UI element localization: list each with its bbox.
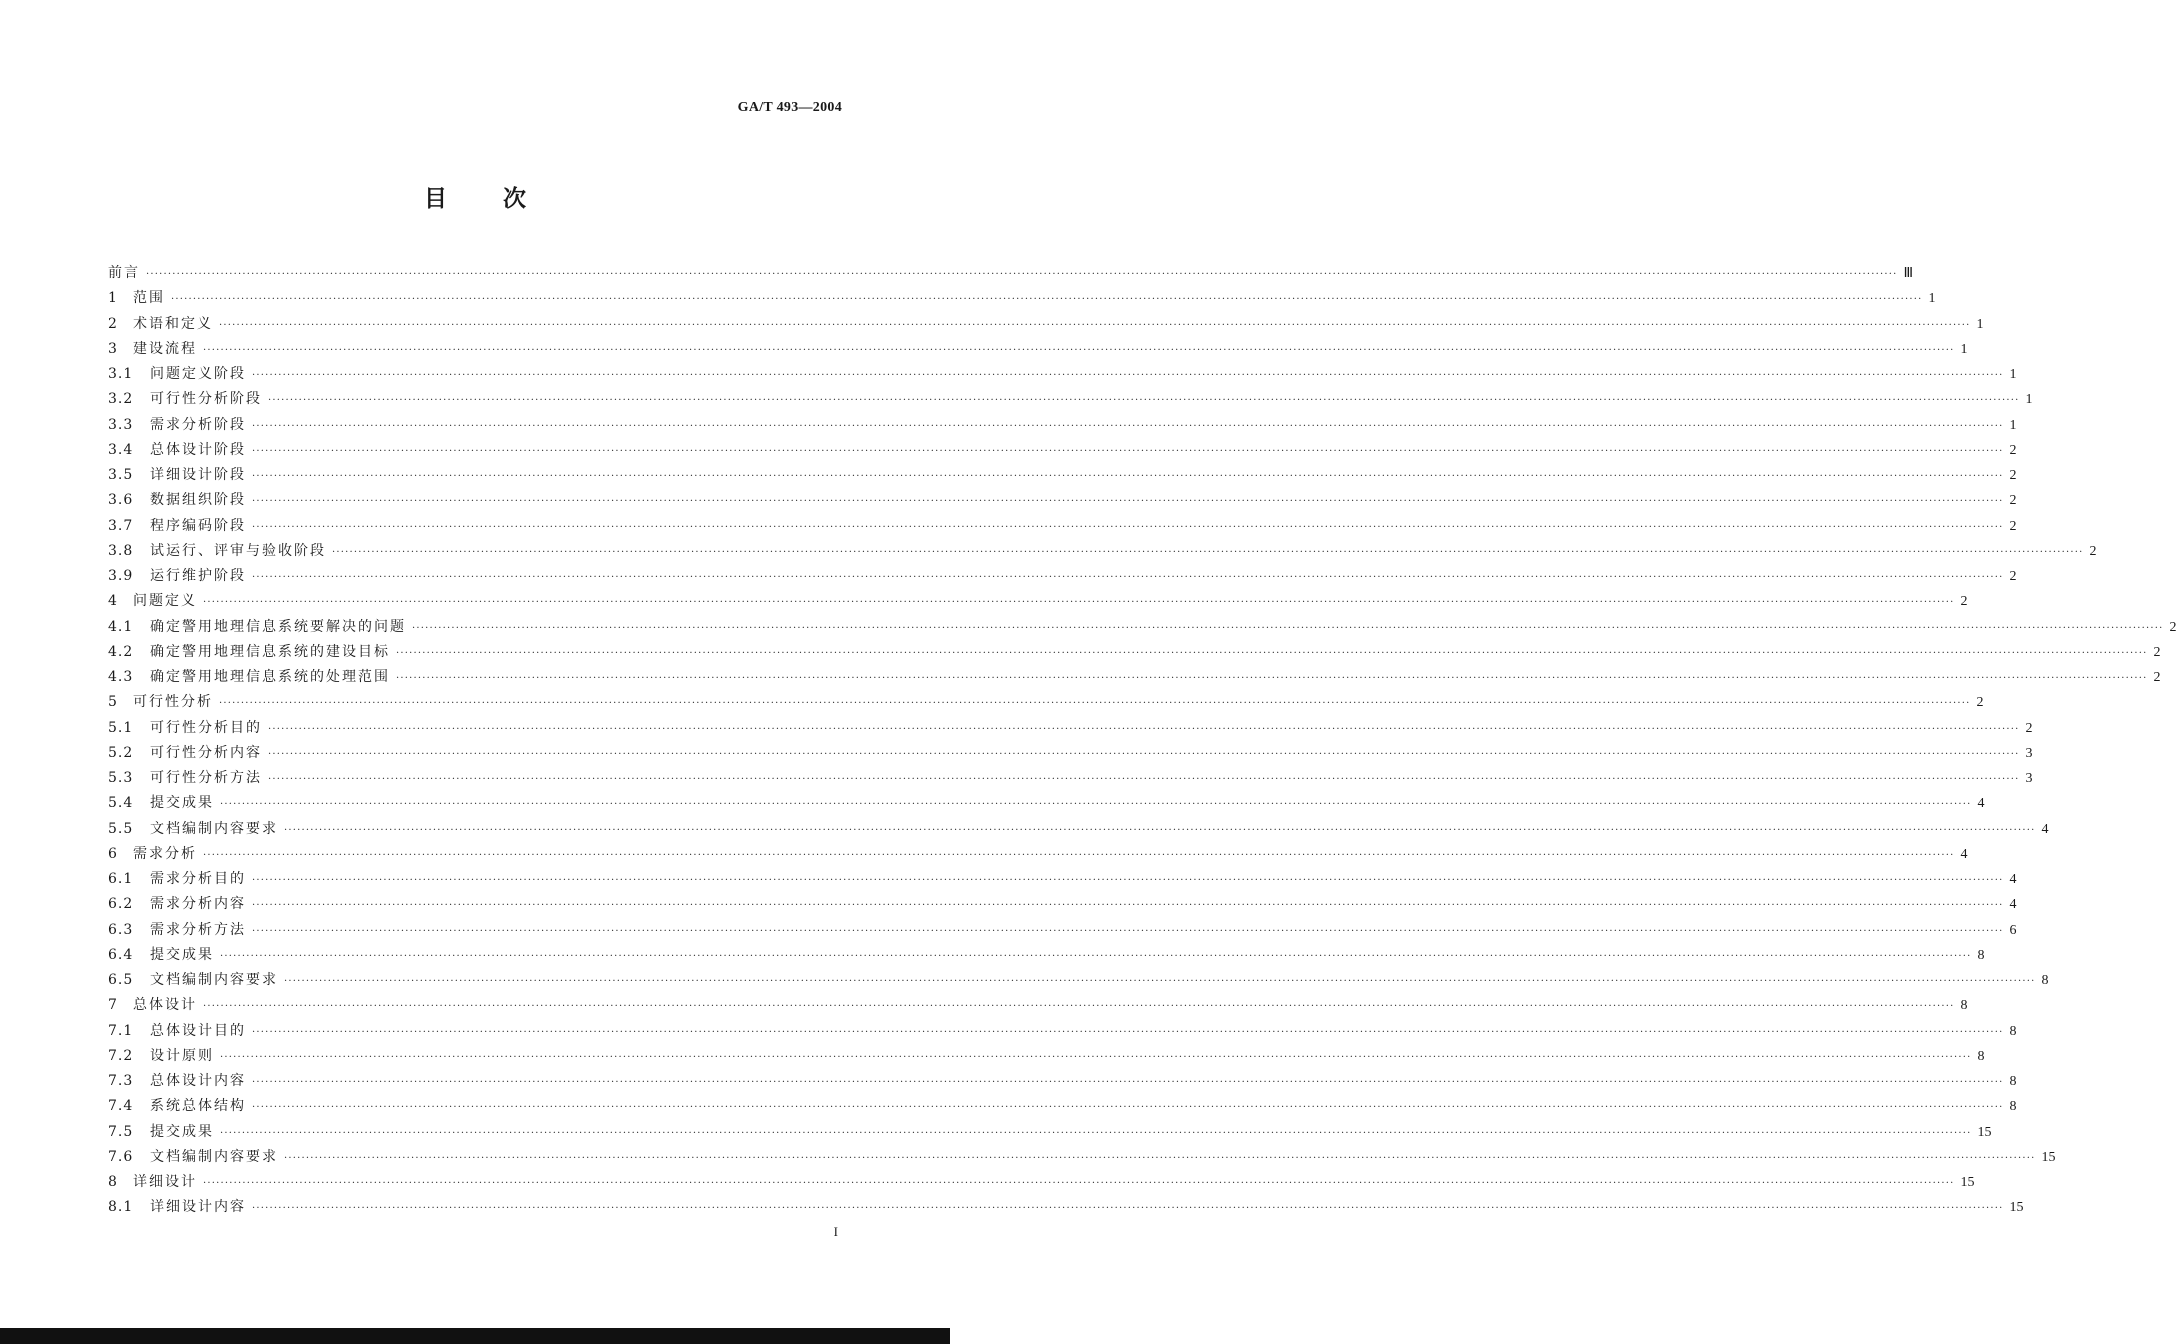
toc-entry[interactable] [108,362,2017,387]
toc-entry[interactable] [108,1094,2017,1119]
toc-entry[interactable] [108,1195,2024,1220]
toc-entry[interactable] [108,564,2017,589]
toc-entry-number: 3 [108,340,118,357]
toc-entry-page: 2 [2009,468,2017,483]
toc-entry[interactable] [108,312,1984,337]
toc-entry-page: 1 [1976,316,1984,332]
toc-entry-number: 6.1 [108,871,134,887]
toc-entry[interactable] [108,1145,2056,1170]
toc-entry-number: 8.1 [108,1199,134,1216]
toc-entry-number: 7.4 [108,1098,134,1115]
toc-dot-leader: ················································································································································································································································································································································································································ [252,925,2004,937]
toc-entry-page: 1 [1928,291,1936,307]
toc-entry-label: 提交成果 [150,1123,214,1140]
toc-entry-page: 8 [1960,998,1968,1014]
toc-entry[interactable] [108,286,1936,311]
toc-dot-leader: ················································································································································································································································································································································································································ [203,1178,1955,1189]
toc-entry-label: 文档编制内容要求 [150,1148,278,1165]
toc-entry-number: 3.3 [108,416,134,433]
toc-entry-label: 确定警用地理信息系统的建设目标 [150,643,390,660]
toc-entry-label: 数据组织阶段 [150,492,246,509]
toc-entry-number: 2 [108,315,118,332]
toc-entry-label: 详细设计内容 [150,1199,246,1216]
toc-entry-label: 术语和定义 [133,315,213,332]
toc-entry-label: 系统总体结构 [150,1098,246,1115]
toc-entry[interactable] [108,665,2161,690]
toc-entry[interactable] [108,589,1968,614]
toc-entry-label: 详细设计阶段 [150,467,246,483]
toc-dot-leader: ················································································································································································································································································································································································································ [220,1051,1972,1063]
toc-entry[interactable] [108,463,2017,488]
toc-entry-number: 7.6 [108,1148,134,1165]
toc-entry-number: 3.6 [108,492,134,509]
toc-dot-leader: ················································································································································································································································································································································································································ [284,824,2036,836]
toc-dot-leader: ················································································································································································································································································································································································································ [252,1203,2004,1215]
toc-entry-page: 1 [2025,392,2033,408]
toc-entry[interactable] [108,867,2017,892]
toc-entry-label: 总体设计 [133,997,197,1014]
toc-entry-label: 运行维护阶段 [150,568,246,584]
toc-entry-page: 2 [1960,594,1968,610]
toc-entry-number: 4.1 [108,618,134,635]
toc-dot-leader: ················································································································································································································································································································································································································ [332,546,2084,558]
toc-entry-label: 文档编制内容要求 [150,820,278,837]
toc-entry[interactable] [108,261,1914,286]
toc-entry-label: 总体设计内容 [150,1073,246,1089]
toc-entry[interactable] [108,817,2049,842]
toc-entry-label: 程序编码阶段 [150,517,246,534]
toc-entry[interactable] [108,539,2097,564]
toc-entry-label: 需求分析方法 [150,921,246,938]
toc-entry-label: 可行性分析 [133,694,213,711]
toc-entry-page: 2 [2009,518,2017,534]
toc-entry-number: 6.5 [108,972,134,988]
toc-dot-leader: ················································································································································································································································································································································································································ [396,647,2148,659]
toc-entry-label: 可行性分析方法 [150,770,262,786]
toc-entry[interactable] [108,766,2033,791]
toc-entry[interactable] [108,1069,2017,1094]
toc-dot-leader: ················································································································································································································································································································································································································ [219,319,1971,331]
toc-entry-page: 4 [2041,821,2049,837]
toc-entry-page: 15 [1977,1124,1992,1140]
toc-entry-page: 4 [1960,846,1968,862]
toc-dot-leader: ················································································································································································································································································································································································································ [203,1001,1955,1013]
toc-dot-leader: ················································································································································································································································································································································································································ [396,673,2148,684]
toc-entry-page: 15 [2009,1200,2024,1216]
toc-entry[interactable] [108,1170,1975,1195]
toc-dot-leader: ················································································································································································································································································································································································································ [220,1127,1972,1139]
toc-entry-number: 3.4 [108,441,134,458]
toc-entry-page: 15 [1960,1175,1975,1190]
toc-entry-number: 7.5 [108,1123,134,1140]
toc-dot-leader: ················································································································································································································································································································································································································ [252,1026,2004,1038]
toc-entry[interactable] [108,842,1968,867]
toc-entry-number: 6 [108,845,118,862]
toc-entry[interactable] [108,387,2033,412]
toc-entry-label: 需求分析 [133,845,197,862]
standard-code: GA/T 493—2004 [737,100,842,115]
toc-entry[interactable] [108,1120,1992,1145]
toc-entry-label: 问题定义阶段 [150,366,246,382]
toc-entry-label: 详细设计 [133,1174,197,1190]
toc-entry-number: 6.4 [108,946,134,963]
toc-dot-leader: ················································································································································································································································································································································································································ [203,344,1955,356]
toc-entry-page: 4 [1977,796,1985,812]
toc-entry-number: 7 [108,997,118,1014]
toc-entry[interactable] [108,968,2049,993]
toc-entry-label: 建设流程 [133,340,197,357]
toc-entry-page: 8 [2041,973,2049,988]
toc-entry-label: 范围 [133,290,165,307]
toc-entry[interactable] [108,413,2017,438]
page-title-char-2: 次 [503,185,526,212]
toc-entry-label: 可行性分析内容 [150,744,262,761]
toc-entry-page: 2 [1976,695,1984,711]
toc-entry-label: 可行性分析阶段 [150,391,262,408]
toc-dot-leader: ················································································································································································································································································································································································································ [252,1102,2004,1114]
toc-entry-label: 设计原则 [150,1047,214,1064]
toc-entry-number: 8 [108,1174,118,1190]
toc-entry-number: 1 [108,290,118,307]
toc-entry-label: 需求分析内容 [150,896,246,913]
toc-entry-page: 2 [2153,670,2161,685]
toc-dot-leader: ················································································································································································································································································································································································································ [252,1077,2004,1088]
toc-entry-label: 提交成果 [150,946,214,963]
toc-dot-leader: ················································································································································································································································································································································································································ [219,698,1971,710]
toc-entry-page: 15 [2041,1149,2056,1165]
toc-entry-number: 4 [108,593,118,610]
toc-entry-page: 2 [2089,543,2097,559]
toc-entry-number: 4.2 [108,643,134,660]
toc-entry-number: 3.1 [108,366,134,382]
toc-entry-label: 需求分析目的 [150,871,246,887]
toc-dot-leader: ················································································································································································································································································································································································································ [252,445,2004,457]
toc-entry-label: 总体设计目的 [150,1022,246,1039]
toc-entry-number: 5.4 [108,795,134,812]
toc-entry-number: 7.2 [108,1047,134,1064]
toc-entry-number: 3.9 [108,568,134,584]
toc-entry-number: 3.2 [108,391,134,408]
toc-dot-leader: ················································································································································································································································································································································································································ [252,471,2004,482]
toc-entry-label: 文档编制内容要求 [150,972,278,988]
toc-dot-leader: ················································································································································································································································································································································································································ [171,294,1923,306]
toc-dot-leader: ················································································································································································································································································································································································································ [252,496,2004,508]
toc-dot-leader: ················································································································································································································································································································································································································ [268,723,2020,735]
toc-entry-page: 8 [2009,1074,2017,1089]
toc-entry-page: 2 [2153,644,2161,660]
toc-entry[interactable] [108,640,2161,665]
page-number: I [833,1224,838,1239]
toc-entry-number: 5.1 [108,719,134,736]
toc-dot-leader: ················································································································································································································································································································································································································ [220,799,1972,811]
toc-entry-page: 3 [2025,745,2033,761]
toc-dot-leader: ················································································································································································································································································································································································································ [203,597,1955,609]
toc-entry[interactable] [108,438,2017,463]
toc-dot-leader: ················································································································································································································································································································································································································ [284,1152,2036,1164]
toc-entry-label: 确定警用地理信息系统的处理范围 [150,669,390,685]
toc-entry-label: 试运行、评审与验收阶段 [150,542,326,559]
toc-entry-number: 4.3 [108,669,134,685]
toc-entry-number: 7.3 [108,1073,134,1089]
toc-entry[interactable] [108,615,2176,640]
toc-entry-label: 问题定义 [133,593,197,610]
toc-entry-number: 5.3 [108,770,134,786]
toc-entry[interactable] [108,741,2033,766]
toc-entry-label: 确定警用地理信息系统要解决的问题 [150,618,406,635]
bottom-border-bar [0,1328,950,1344]
toc-entry-page: 3 [2025,771,2033,786]
toc-entry[interactable] [108,892,2017,917]
toc-entry-label: 需求分析阶段 [150,416,246,433]
toc-dot-leader: ················································································································································································································································································································································································································ [252,900,2004,912]
toc-entry-number: 5 [108,694,118,711]
toc-entry-page: 6 [2009,922,2017,938]
toc-dot-leader: ················································································································································································································································································································································································································ [268,395,2020,407]
toc-dot-leader: ················································································································································································································································································································································································································ [252,875,2004,886]
toc-entry[interactable] [108,1019,2017,1044]
toc-entry[interactable] [108,1044,1985,1069]
toc-entry-label: 前言 [108,265,140,281]
toc-entry[interactable] [108,488,2017,513]
toc-entry-page: Ⅲ [1903,266,1914,281]
toc-entry-number: 3.5 [108,467,134,483]
toc-entry-page: 8 [1977,1048,1985,1064]
toc-entry[interactable] [108,514,2017,539]
toc-entry[interactable] [108,943,1985,968]
toc-entry-page: 2 [2009,493,2017,509]
page-title [0,180,950,213]
toc-entry-label: 可行性分析目的 [150,719,262,736]
toc-entry-label: 总体设计阶段 [150,441,246,458]
toc-entry-page: 2 [2025,720,2033,736]
toc-entry[interactable] [108,337,1968,362]
toc-dot-leader: ················································································································································································································································································································································································································ [412,622,2164,634]
toc-dot-leader: ················································································································································································································································································································································································································ [220,950,1972,962]
toc-dot-leader: ················································································································································································································································································································································································································ [268,748,2020,760]
toc-entry-number: 3.8 [108,542,134,559]
toc-entry[interactable] [108,791,1985,816]
toc-dot-leader: ················································································································································································································································································································································································································ [146,269,1898,280]
toc-entry-number: 5.2 [108,744,134,761]
toc-entry-page: 8 [2009,1099,2017,1115]
toc-entry-page: 2 [2169,619,2176,635]
toc-entry-page: 1 [2009,417,2017,433]
toc-dot-leader: ················································································································································································································································································································································································································ [252,572,2004,583]
toc-entry-number: 6.2 [108,896,134,913]
page-title-char-1: 目 [424,185,447,212]
toc-entry-number: 7.1 [108,1022,134,1039]
toc-entry-page: 1 [2009,367,2017,382]
toc-entry[interactable] [108,918,2017,943]
toc-entry-number: 3.7 [108,517,134,534]
toc-entry[interactable] [108,690,1984,715]
toc-entry-page: 4 [2009,897,2017,913]
toc-dot-leader: ················································································································································································································································································································································································································ [268,774,2020,785]
toc-entry-page: 1 [1960,341,1968,357]
toc-entry-page: 8 [1977,947,1985,963]
toc-entry[interactable] [108,993,1968,1018]
toc-entry-page: 4 [2009,872,2017,887]
toc-dot-leader: ················································································································································································································································································································································································································ [252,370,2004,381]
toc-dot-leader: ················································································································································································································································································································································································································ [284,976,2036,987]
toc-entry-number: 5.5 [108,820,134,837]
toc-entry-label: 提交成果 [150,795,214,812]
toc-dot-leader: ················································································································································································································································································································································································································ [252,521,2004,533]
toc-dot-leader: ················································································································································································································································································································································································································ [203,849,1955,861]
toc-entry[interactable] [108,716,2033,741]
toc-entry-page: 8 [2009,1023,2017,1039]
table-of-contents [108,261,2176,1221]
toc-entry-page: 2 [2009,569,2017,584]
toc-entry-number: 6.3 [108,921,134,938]
toc-entry-page: 2 [2009,442,2017,458]
toc-dot-leader: ················································································································································································································································································································································································································ [252,420,2004,432]
